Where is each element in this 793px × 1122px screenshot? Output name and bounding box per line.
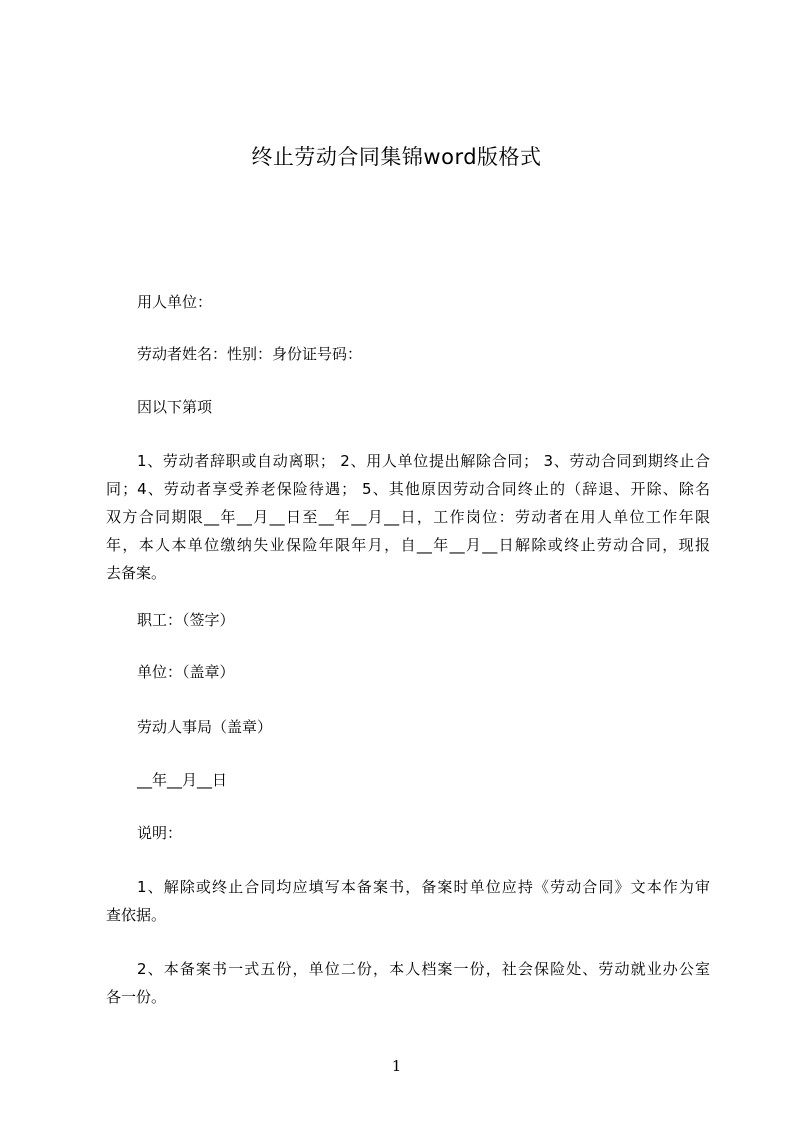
worker-info-line: 劳动者姓名：性别：身份证号码： [137,345,363,363]
reasons-row: 去备案。 [106,564,167,582]
note-2-paragraph [106,955,710,1011]
unit-seal-line: 单位：（盖章） [137,663,235,681]
reasons-row: 年，本人本单位缴纳失业保险年限年月，自__年__月__日解除或终止劳动合同，现报 [106,536,710,554]
date-line: __年__月__日 [137,771,228,789]
document-title: 终止劳动合同集锦word版格式 [251,145,542,169]
labor-bureau-seal-line: 劳动人事局（盖章） [137,718,273,736]
reasons-row: 同；4、劳动者享受养老保险待遇； 5、其他原因劳动合同终止的（辞退、开除、除名 [106,480,710,498]
notes-heading: 说明： [137,824,183,842]
reasons-row: 双方合同期限__年__月__日至__年__月__日，工作岗位：劳动者在用人单位工作年限 [106,508,710,526]
note-1-paragraph [106,873,710,929]
reasons-row: 1、劳动者辞职或自动离职； 2、用人单位提出解除合同； 3、劳动合同到期终止合 [137,452,710,470]
note-2-row: 2、本备案书一式五份，单位二份，本人档案一份，社会保险处、劳动就业办公室 [137,960,710,978]
worker-signature-line: 职工：（签字） [137,611,235,629]
page-number: 1 [391,1057,402,1075]
note-1-row: 1、解除或终止合同均应填写本备案书，备案时单位应持《劳动合同》文本作为审 [137,878,710,896]
employer-line: 用人单位： [137,293,213,311]
note-2-row: 各一份。 [106,988,167,1006]
reason-intro-line: 因以下第项 [137,398,213,416]
note-1-row: 查依据。 [106,906,167,924]
reasons-paragraph [106,447,710,587]
